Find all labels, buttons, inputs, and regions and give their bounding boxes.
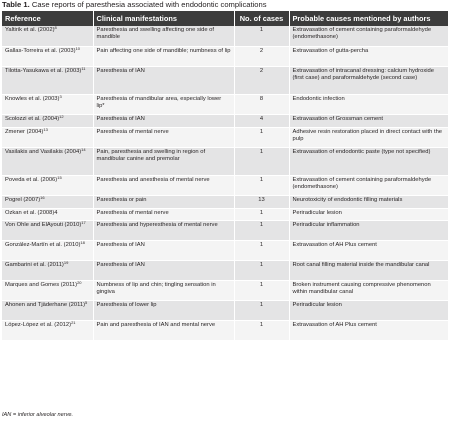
case-reports-table [2, 11, 448, 341]
cell-probable-causes: Extravasation of cement containing paraformaldehyde (endomethasone) [289, 175, 448, 195]
cell-no-of-cases: 1 [234, 320, 289, 340]
table-row [2, 260, 448, 280]
cell-clinical-manifestations: Paresthesia of IAN [93, 260, 234, 280]
reference-text: Ahonen and Tjäderhane (2011) [5, 301, 86, 308]
table-row [2, 114, 448, 127]
table-row [2, 94, 448, 114]
cell-clinical-manifestations: Paresthesia and swelling affecting one side of mandible [93, 26, 234, 46]
reference-text: Pogrel (2007) [5, 196, 41, 203]
table-row [2, 127, 448, 147]
cell-reference [2, 46, 93, 66]
reference-text: Ozkan et al. (2008)4 [5, 209, 58, 216]
reference-citation-number: 15 [57, 175, 62, 180]
cell-clinical-manifestations: Paresthesia of IAN [93, 66, 234, 94]
table-footnote: IAN = inferior alveolar nerve. [2, 412, 74, 418]
reference-text: Zmener (2004) [5, 128, 44, 135]
cell-probable-causes: Periradicular lesion [289, 300, 448, 320]
cell-reference [2, 280, 93, 300]
cell-reference [2, 66, 93, 94]
header-reference: Reference [2, 11, 93, 26]
cell-no-of-cases: 1 [234, 208, 289, 220]
reference-citation-number: 12 [59, 114, 64, 119]
reference-text: Poveda et al. (2006) [5, 176, 58, 183]
cell-no-of-cases: 1 [234, 175, 289, 195]
cell-probable-causes: Periradicular lesion [289, 208, 448, 220]
cell-no-of-cases: 2 [234, 46, 289, 66]
header-clinical-manifestations: Clinical manifestations [93, 11, 234, 26]
reference-citation-number: 11 [81, 66, 86, 71]
cell-no-of-cases: 4 [234, 114, 289, 127]
reference-text: Von Ohle and ElAyouti (2010) [5, 221, 82, 228]
cell-probable-causes: Broken instrument causing compressive phenomenon within mandibular canal [289, 280, 448, 300]
cell-reference [2, 320, 93, 340]
table-row [2, 46, 448, 66]
reference-text: Yaltirik et al. (2002) [5, 27, 55, 33]
cell-clinical-manifestations: Paresthesia of IAN [93, 240, 234, 260]
table-row [2, 280, 448, 300]
cell-reference [2, 94, 93, 114]
reference-text: González-Martín et al. (2010) [5, 241, 81, 248]
reference-text: Scolozzi et al. (2004) [5, 115, 60, 122]
reference-citation-number: 14 [81, 147, 86, 152]
reference-citation-number: 20 [77, 280, 82, 285]
header-no-of-cases: No. of cases [234, 11, 289, 26]
table-row [2, 300, 448, 320]
cell-reference [2, 26, 93, 46]
cell-clinical-manifestations: Paresthesia and anesthesia of mental nerve [93, 175, 234, 195]
cell-no-of-cases: 8 [234, 94, 289, 114]
header-probable-causes: Probable causes mentioned by authors [289, 11, 448, 26]
cell-no-of-cases: 1 [234, 260, 289, 280]
cell-reference [2, 147, 93, 175]
cell-probable-causes: Neurotoxicity of endodontic filling materials [289, 195, 448, 208]
reference-text: López-López et al. (2012) [5, 321, 72, 328]
cell-no-of-cases: 1 [234, 220, 289, 240]
reference-citation-number: 10 [75, 46, 81, 51]
table-row [2, 195, 448, 208]
cell-clinical-manifestations: Paresthesia of lower lip [93, 300, 234, 320]
table-row [2, 26, 448, 46]
cell-probable-causes: Adhesive resin restoration placed in direct contact with the pulp [289, 127, 448, 147]
table-row [2, 240, 448, 260]
cell-probable-causes: Extravasation of AH Plus cement [289, 240, 448, 260]
reference-citation-number: 8 [54, 26, 57, 30]
header-row [2, 11, 448, 26]
reference-citation-number: 3 [59, 94, 62, 99]
cell-no-of-cases: 1 [234, 26, 289, 46]
cell-probable-causes: Extravasation of Grossman cement [289, 114, 448, 127]
cell-clinical-manifestations: Pain and paresthesia of IAN and mental nerve [93, 320, 234, 340]
reference-text: Gambarini et al. (2011) [5, 261, 64, 268]
table-row [2, 208, 448, 220]
reference-text: Marques and Gomes (2011) [5, 281, 78, 288]
reference-citation-number: 5 [85, 300, 88, 305]
reference-text: Vasilakis and Vasilakis (2004) [5, 148, 82, 155]
cell-no-of-cases: 1 [234, 300, 289, 320]
cell-reference [2, 195, 93, 208]
cell-clinical-manifestations: Paresthesia of IAN [93, 114, 234, 127]
reference-text: Gallas-Torreira et al. (2003) [5, 47, 76, 54]
table-caption [2, 0, 267, 10]
cell-clinical-manifestations: Paresthesia of mental nerve [93, 127, 234, 147]
cell-reference [2, 175, 93, 195]
cell-clinical-manifestations: Paresthesia of mental nerve [93, 208, 234, 220]
cell-reference [2, 127, 93, 147]
cell-clinical-manifestations: Pain, paresthesia and swelling in region of mandibular canine and premolar [93, 147, 234, 175]
cell-no-of-cases: 1 [234, 147, 289, 175]
reference-text: Knowles et al. (2003) [5, 95, 60, 102]
cell-probable-causes: Extravasation of intracanal dressing: calcium hydroxide (first case) and paraformaldehyde (second case) [289, 66, 448, 94]
cell-no-of-cases: 1 [234, 240, 289, 260]
table-title: Case reports of paresthesia associated with endodontic complications [31, 0, 267, 9]
reference-citation-number: 17 [81, 220, 86, 225]
reference-citation-number: 21 [71, 320, 76, 325]
table-row [2, 147, 448, 175]
cell-probable-causes: Endodontic infection [289, 94, 448, 114]
table-row [2, 320, 448, 340]
cell-probable-causes: Extravasation of endodontic paste (type not specified) [289, 147, 448, 175]
cell-reference [2, 220, 93, 240]
cell-probable-causes: Extravasation of AH Plus cement [289, 320, 448, 340]
reference-citation-number: 19 [63, 260, 69, 265]
cell-no-of-cases: 13 [234, 195, 289, 208]
cell-clinical-manifestations: Pain affecting one side of mandible; numbness of lip [93, 46, 234, 66]
table-row [2, 66, 448, 94]
cell-probable-causes: Extravasation of cement containing paraformaldehyde (endomethasone) [289, 26, 448, 46]
cell-reference [2, 300, 93, 320]
cell-reference [2, 114, 93, 127]
cell-clinical-manifestations: Numbness of lip and chin; tingling sensation in gingiva [93, 280, 234, 300]
cell-clinical-manifestations: Paresthesia and hyperesthesia of mental nerve [93, 220, 234, 240]
table-row [2, 175, 448, 195]
cell-reference [2, 260, 93, 280]
cell-reference [2, 208, 93, 220]
reference-citation-number: 18 [80, 240, 85, 245]
reference-citation-number: 16 [40, 195, 45, 200]
cell-probable-causes: Periradicular inflammation [289, 220, 448, 240]
reference-citation-number: 13 [43, 127, 48, 132]
cell-no-of-cases: 2 [234, 66, 289, 94]
cell-probable-causes: Extravasation of gutta-percha [289, 46, 448, 66]
cell-clinical-manifestations: Paresthesia or pain [93, 195, 234, 208]
cell-no-of-cases: 1 [234, 127, 289, 147]
cell-clinical-manifestations: Paresthesia of mandibular area, especially lower lip* [93, 94, 234, 114]
reference-text: Tilotta-Yasukawa et al. (2003) [5, 67, 82, 74]
cell-probable-causes: Root canal filling material inside the mandibular canal [289, 260, 448, 280]
table-label: Table 1. [2, 0, 30, 9]
cell-reference [2, 240, 93, 260]
table-row [2, 220, 448, 240]
cell-no-of-cases: 1 [234, 280, 289, 300]
